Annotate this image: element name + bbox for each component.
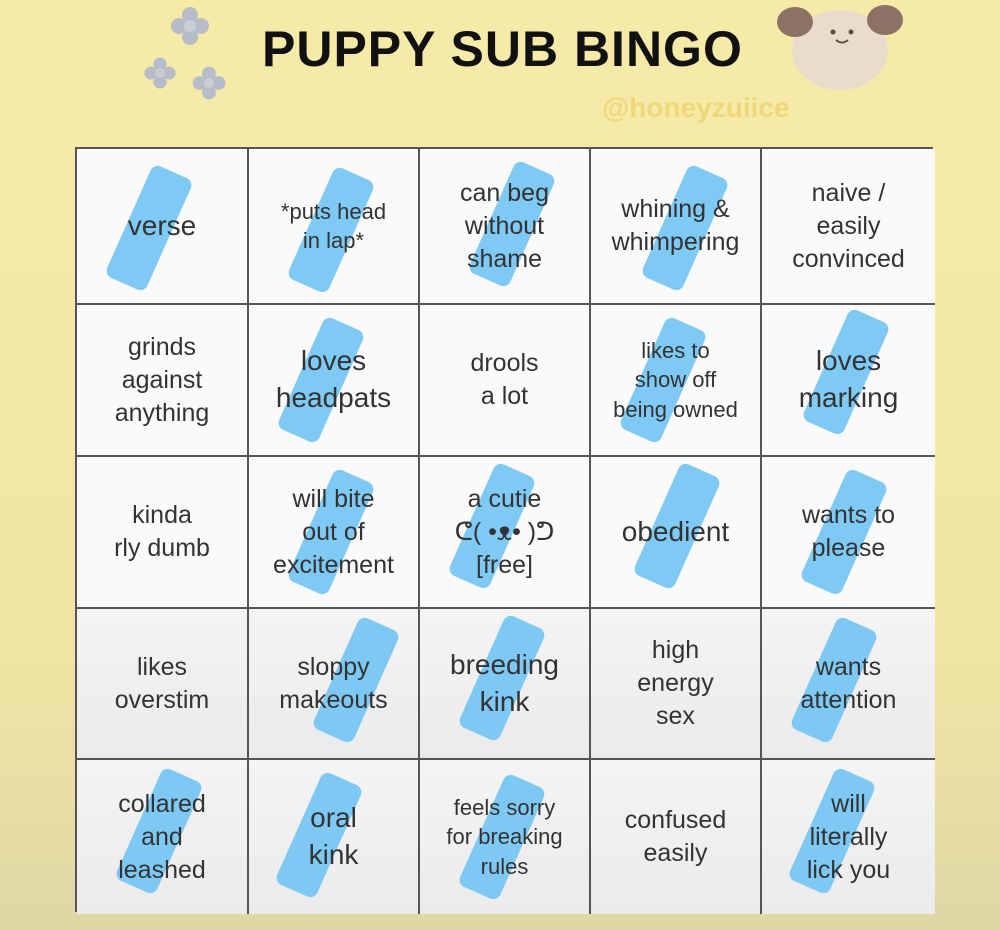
bingo-cell (249, 305, 420, 457)
bingo-cell (762, 457, 935, 609)
bingo-cell-label: grinds against anything (114, 332, 210, 427)
bingo-cell-label: *puts head in lap* (280, 198, 387, 253)
bingo-cell-label: verse (127, 209, 197, 241)
bingo-cell-label: confused easily (624, 806, 727, 867)
bingo-cell-label: loves headpats (275, 345, 392, 413)
bingo-cell (420, 149, 591, 305)
bingo-cell (591, 305, 762, 457)
bingo-cell-label: naive / easily convinced (792, 178, 905, 273)
puppy-face-icon (775, 0, 905, 92)
bingo-cell (77, 609, 249, 760)
bingo-cell-label: will literally lick you (806, 789, 891, 884)
page-title: PUPPY SUB BINGO (262, 21, 743, 77)
bingo-cell-label: kinda rly dumb (114, 501, 210, 562)
bingo-cell-label: likes overstim (114, 652, 210, 714)
bingo-cell-label: obedient (621, 515, 730, 547)
bingo-cell-label: collared and leashed (118, 789, 206, 884)
bingo-cell (77, 149, 249, 305)
bingo-cell (762, 760, 935, 914)
bingo-cell (762, 149, 935, 305)
bingo-cell (420, 305, 591, 457)
bingo-cell (77, 760, 249, 914)
bingo-cell-label: likes to show off being owned (613, 338, 738, 422)
bingo-cell (249, 149, 420, 305)
bingo-cell-label: sloppy makeouts (279, 652, 388, 714)
bingo-cell (420, 609, 591, 760)
bingo-cell-label: drools a lot (470, 349, 539, 410)
bingo-cell-label: wants to please (801, 501, 896, 562)
bingo-cell-label: wants attention (800, 652, 897, 714)
bingo-cell (762, 305, 935, 457)
bingo-cell (249, 457, 420, 609)
bingo-cell (591, 457, 762, 609)
bingo-cell (591, 149, 762, 305)
bingo-cell-label: can beg without shame (460, 178, 549, 273)
flower-cluster-icon (140, 0, 240, 110)
bingo-cell-label: loves marking (798, 345, 899, 413)
bingo-board (75, 147, 933, 912)
creator-handle: @honeyzuiice (602, 92, 790, 123)
bingo-cell (77, 457, 249, 609)
bingo-cell-label: breeding kink (450, 648, 559, 717)
bingo-cell-label: whining & whimpering (611, 195, 740, 256)
bingo-cell (591, 609, 762, 760)
bingo-cell-label: high energy sex (637, 636, 714, 730)
bingo-cell (249, 760, 420, 914)
bingo-cell-label: feels sorry for breaking rules (446, 795, 563, 879)
bingo-cell-label: a cutie ᕦ( •ᴥ• )ᕤ [free] (454, 484, 555, 579)
bingo-cell-label: will bite out of excitement (273, 484, 394, 579)
bingo-cell (249, 609, 420, 760)
bingo-cell (420, 457, 591, 609)
bingo-cell (591, 760, 762, 914)
bingo-cell (420, 760, 591, 914)
bingo-cell (762, 609, 935, 760)
bingo-cell (77, 305, 249, 457)
bingo-cell-label: oral kink (308, 802, 359, 870)
